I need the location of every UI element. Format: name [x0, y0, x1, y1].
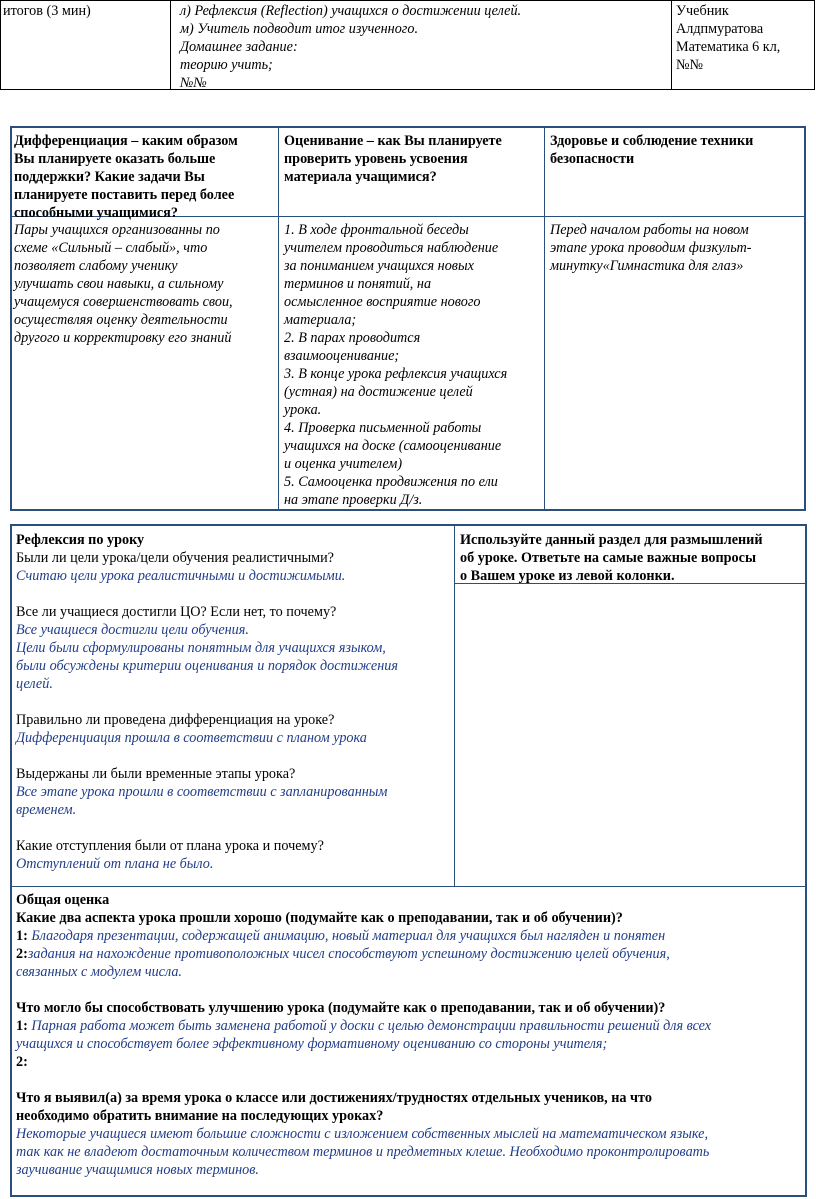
- top-table: [0, 0, 815, 90]
- reflection-question: Выдержаны ли были временные этапы урока?: [16, 766, 296, 782]
- reflection-answer: временем.: [16, 802, 77, 818]
- resource-line: №№: [676, 57, 704, 73]
- content-line: (устная) на достижение целей: [284, 384, 473, 400]
- reflection-table: [10, 524, 807, 1197]
- resources: [676, 2, 780, 74]
- overall-answer: заучивание учащимися новых терминов.: [16, 1162, 259, 1178]
- reflection-answer: Отступлений от плана не было.: [16, 856, 214, 872]
- content-line: этапе урока проводим физкульт-: [550, 240, 752, 256]
- content-line: взаимооценивание;: [284, 348, 400, 364]
- reflection-answer: Дифференциация прошла в соответствии с планом урока: [16, 730, 367, 746]
- planning-table: [10, 126, 806, 511]
- reflection-question: Были ли цели урока/цели обучения реалистичными?: [16, 550, 334, 566]
- content-line: 3. В конце урока рефлексия учащихся: [284, 366, 508, 382]
- content-line: материала;: [284, 312, 357, 328]
- reflection-question: Все ли учащиеся достигли ЦО? Если нет, то почему?: [16, 604, 337, 620]
- header-line: Вы планируете оказать больше: [14, 151, 216, 167]
- content-line: учителем проводиться наблюдение: [284, 240, 499, 256]
- health-header: [550, 132, 753, 168]
- content-line: схеме «Сильный – слабый», что: [14, 240, 208, 256]
- content-line: 4. Проверка письменной работы: [284, 420, 482, 436]
- activity-line: л) Рефлексия (Reflection) учащихся о достижении целей.: [180, 3, 522, 19]
- reflection-answer: Все этапе урока прошли в соответствии с запланированным: [16, 784, 388, 800]
- overall-answer: Парная работа может быть заменена работой у доски с целью демонстрации правильности решений для всех: [31, 1018, 712, 1034]
- header-line: планируете поставить перед более: [14, 187, 235, 203]
- reflection-answer: были обсуждены критерии оценивания и порядок достижения: [16, 658, 398, 674]
- reflection-answer: Цели были сформулированы понятным для учащихся языком,: [16, 640, 386, 656]
- header-line: Оценивание – как Вы планируете: [284, 133, 502, 149]
- content-line: учащемуся совершенствовать свои,: [14, 294, 233, 310]
- overall-question: Что я выявил(а) за время урока о классе или достижениях/трудностях отдельных учеников, на что: [16, 1090, 652, 1106]
- instruction-line: Используйте данный раздел для размышлений: [460, 532, 763, 548]
- header-line: проверить уровень усвоения: [284, 151, 468, 167]
- differentiation-content: [14, 221, 233, 347]
- answer-number: 1:: [16, 928, 28, 944]
- header-line: Дифференциация – каким образом: [14, 133, 238, 149]
- reflection-title: Рефлексия по уроку: [16, 532, 145, 548]
- overall-answer: связанных с модулем числа.: [16, 964, 182, 980]
- resource-line: Учебник: [676, 3, 729, 19]
- content-line: и оценка учителем): [284, 456, 403, 472]
- header-line: способными учащимися?: [14, 205, 178, 221]
- content-line: урока.: [284, 402, 322, 418]
- reflection-answer: целей.: [16, 676, 53, 692]
- stage-name: итогов (3 мин): [3, 3, 91, 19]
- overall-answer: учащихся и способствует более эффективному формативному оцениванию со стороны учителя;: [16, 1036, 608, 1052]
- reflection-answer: Считаю цели урока реалистичными и достижимыми.: [16, 568, 346, 584]
- overall-title: Общая оценка: [16, 892, 110, 908]
- overall-answer: задания на нахождение противоположных чисел способствуют успешному достижению целей обучения,: [27, 946, 670, 962]
- header-line: поддержки? Какие задачи Вы: [14, 169, 205, 185]
- content-line: 2. В парах проводится: [284, 330, 421, 346]
- overall-answer: Благодаря презентации, содержащей анимацию, новый материал для учащихся был нагляден и понятен: [31, 928, 666, 944]
- content-line: на этапе проверки Д/з.: [284, 492, 423, 508]
- answer-number: 1:: [16, 1018, 28, 1034]
- activity-line: №№: [180, 75, 207, 91]
- content-line: минутку«Гимнастика для глаз»: [550, 258, 744, 274]
- answer-number: 2:: [16, 946, 28, 962]
- overall-answer: Некоторые учащиеся имеют большие сложности с изложением собственных мыслей на математическом языке,: [16, 1126, 709, 1142]
- assessment-content: [284, 221, 507, 509]
- reflection-section: [16, 531, 398, 873]
- content-line: улучшать свои навыки, а сильному: [14, 276, 224, 292]
- reflection-question: Какие отступления были от плана урока и почему?: [16, 838, 324, 854]
- overall-answer: так как не владеют достаточным количеством терминов и предметных клеше. Необходимо проконтролировать: [16, 1144, 710, 1160]
- instruction-line: о Вашем уроке из левой колонки.: [460, 568, 675, 584]
- reflection-question: Правильно ли проведена дифференциация на уроке?: [16, 712, 335, 728]
- content-line: терминов и понятий, на: [284, 276, 432, 292]
- reflection-answer: Все учащиеся достигли цели обучения.: [16, 622, 249, 638]
- activity-line: Домашнее задание:: [180, 39, 298, 55]
- stage-activities: [180, 2, 521, 92]
- content-line: осмысленное восприятие нового: [284, 294, 481, 310]
- differentiation-header: [14, 132, 238, 222]
- answer-number: 2:: [16, 1054, 28, 1070]
- reflection-instructions: [460, 531, 763, 585]
- resource-line: Математика 6 кл,: [676, 39, 781, 55]
- content-line: 1. В ходе фронтальной беседы: [284, 222, 469, 238]
- content-line: Перед началом работы на новом: [550, 222, 749, 238]
- header-line: материала учащимися?: [284, 169, 437, 185]
- header-line: безопасности: [550, 151, 635, 167]
- content-line: другого и корректировку его знаний: [14, 330, 232, 346]
- content-line: за пониманием учащихся новых: [284, 258, 474, 274]
- activity-line: теорию учить;: [180, 57, 273, 73]
- content-line: Пары учащихся организованны по: [14, 222, 220, 238]
- resource-line: Алдпмуратова: [676, 21, 764, 37]
- health-content: [550, 221, 751, 275]
- assessment-header: [284, 132, 502, 186]
- content-line: 5. Самооценка продвижения по ели: [284, 474, 498, 490]
- header-line: Здоровье и соблюдение техники: [550, 133, 754, 149]
- content-line: учащихся на доске (самооценивание: [284, 438, 502, 454]
- overall-assessment: [16, 891, 711, 1179]
- instruction-line: об уроке. Ответьте на самые важные вопросы: [460, 550, 757, 566]
- content-line: осуществляя оценку деятельности: [14, 312, 228, 328]
- overall-question: необходимо обратить внимание на последующих уроках?: [16, 1108, 384, 1124]
- overall-question: Что могло бы способствовать улучшению урока (подумайте как о преподавании, так и об обучении)?: [16, 1000, 666, 1016]
- activity-line: м) Учитель подводит итог изученного.: [180, 21, 418, 37]
- overall-question: Какие два аспекта урока прошли хорошо (подумайте как о преподавании, так и об обучении)?: [16, 910, 623, 926]
- content-line: позволяет слабому ученику: [14, 258, 178, 274]
